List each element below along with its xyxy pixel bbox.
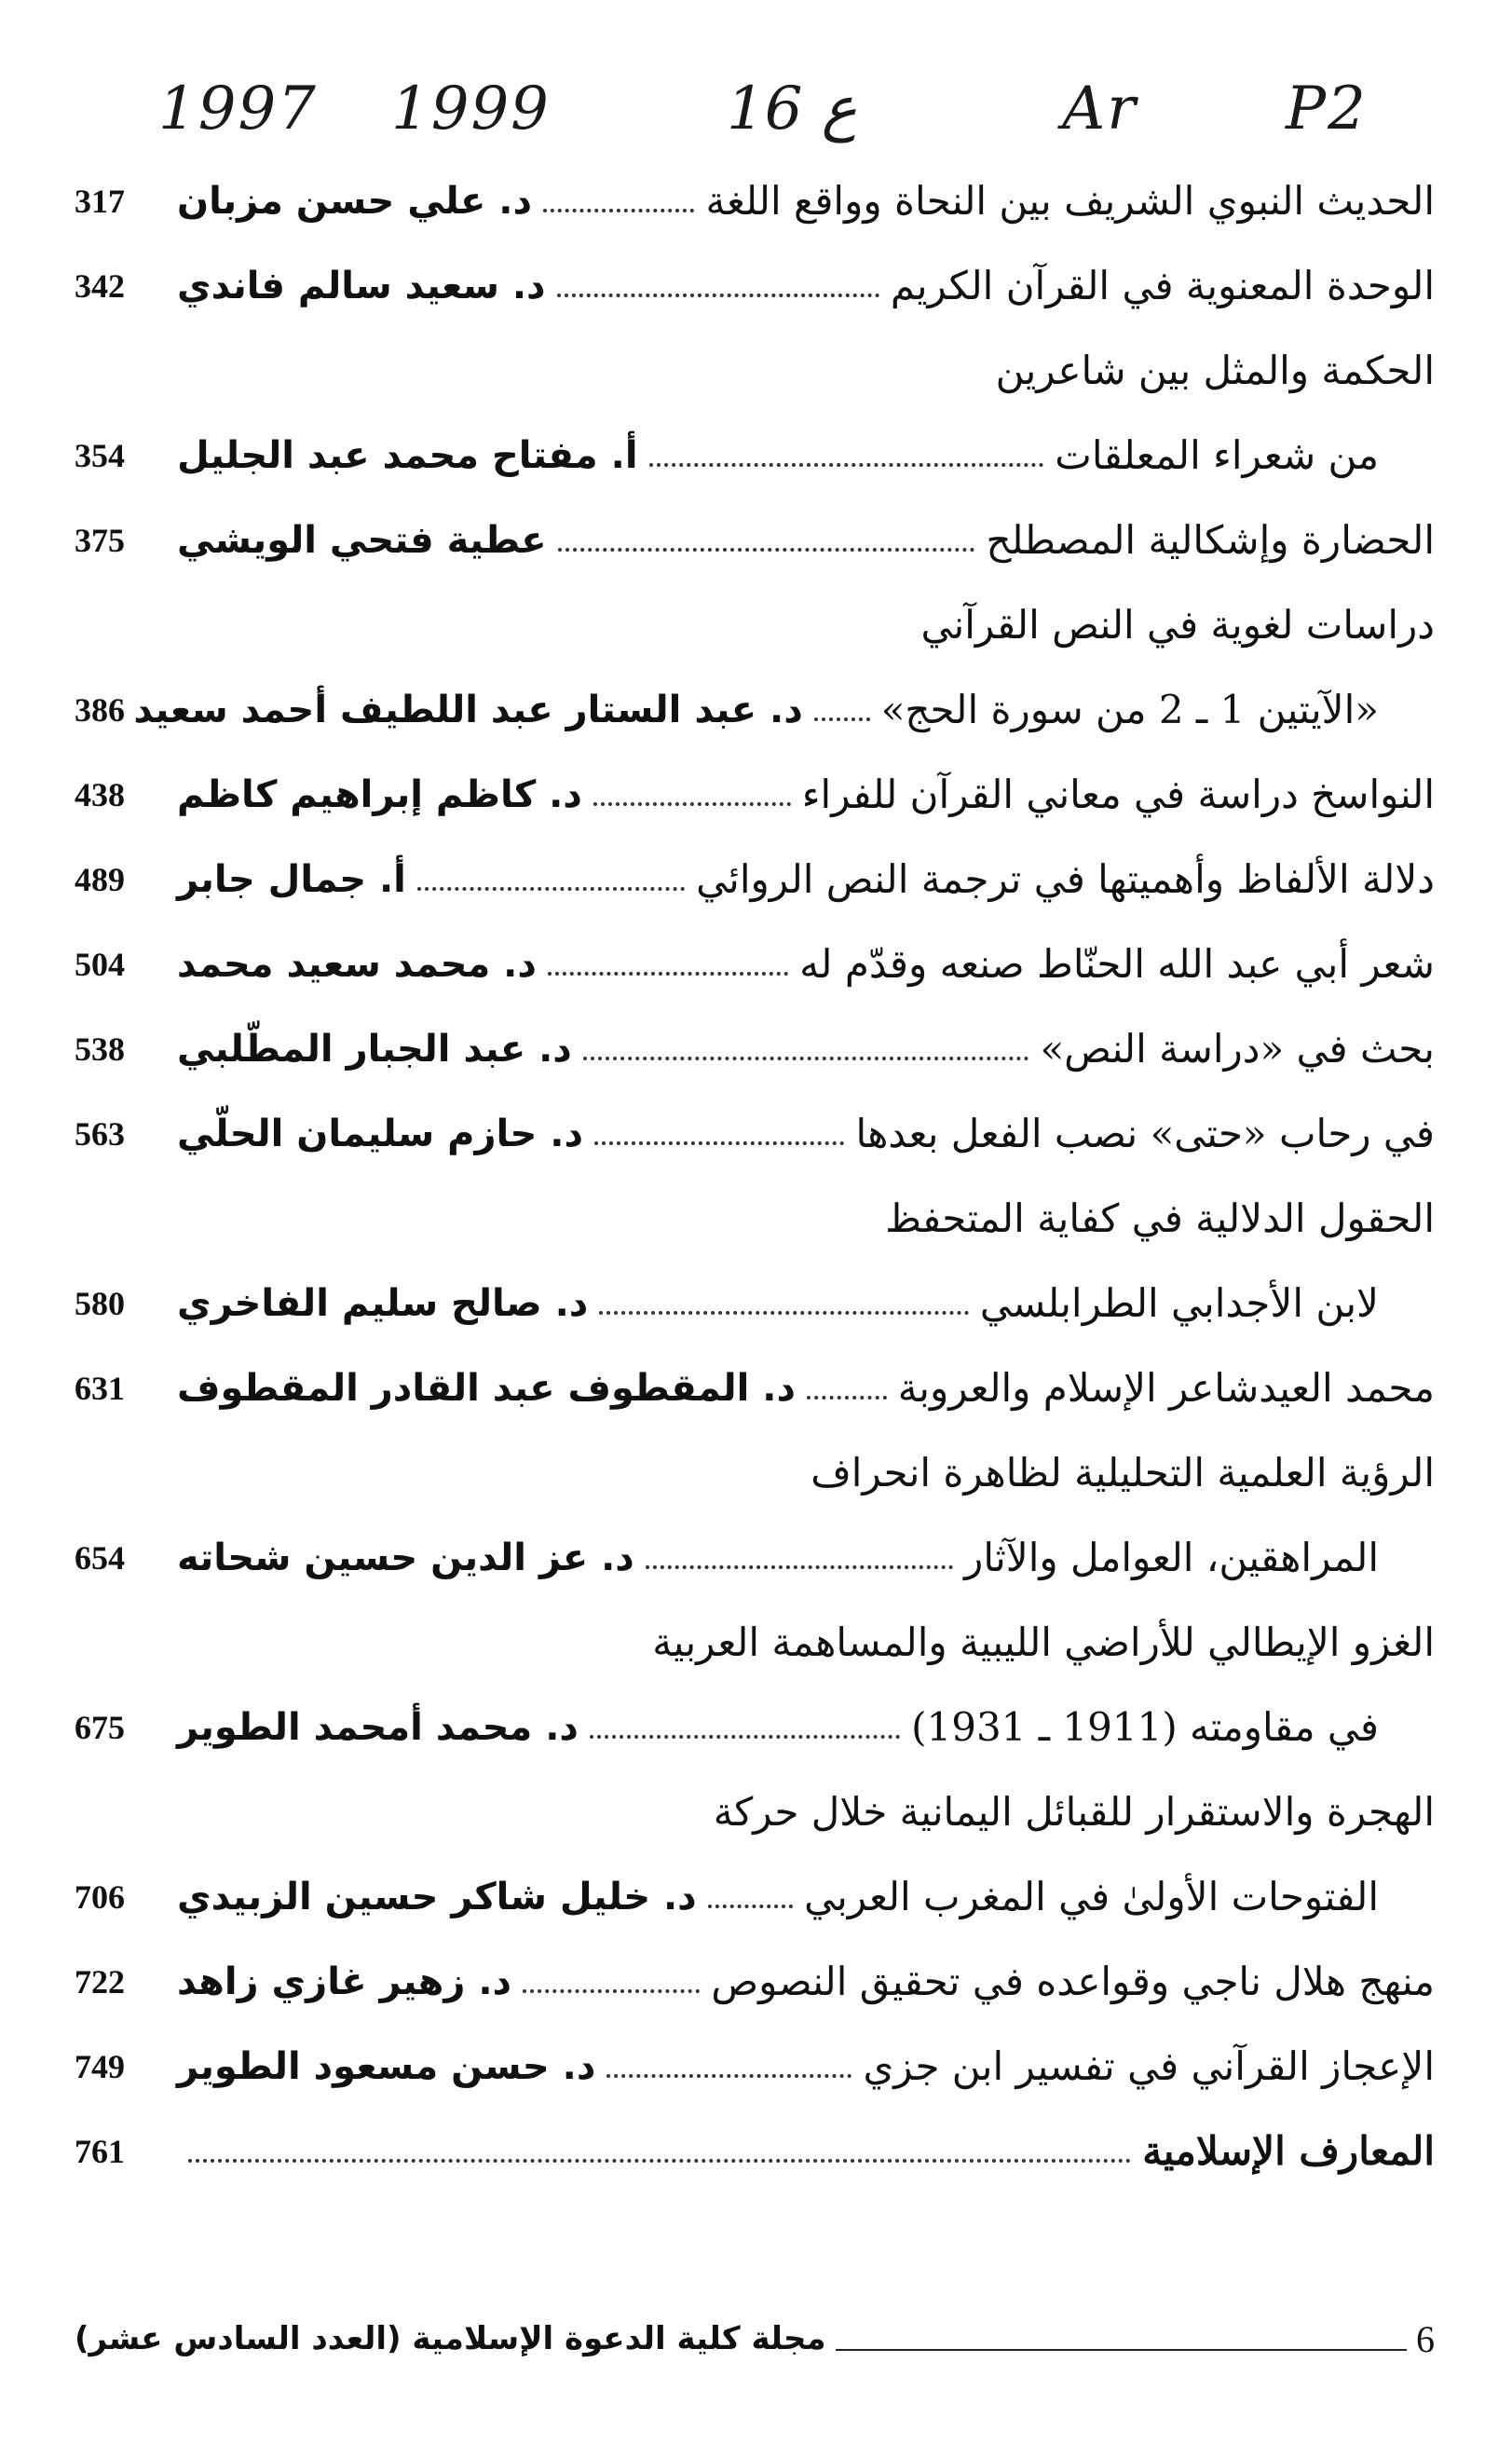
toc-entry-page: 761 — [75, 2132, 125, 2170]
toc-entry-title: الإعجاز القرآني في تفسير ابن جزي — [863, 2043, 1435, 2089]
toc-leader-dots — [708, 1905, 793, 1908]
toc-entry-title: المراهقين، العوامل والآثار — [964, 1535, 1379, 1580]
toc-entry-title: في رحاب «حتى» نصب الفعل بعدها — [855, 1111, 1435, 1156]
toc-entry — [75, 243, 1435, 328]
toc-entry-page: 563 — [75, 1114, 125, 1153]
table-of-contents — [75, 158, 1435, 2193]
toc-entry-page: 504 — [75, 945, 125, 983]
toc-entry-title: دراسات لغوية في النص القرآني — [920, 602, 1435, 648]
toc-entry — [75, 1685, 1435, 1769]
toc-entry-title: النواسخ دراسة في معاني القرآن للفراء — [801, 772, 1435, 817]
toc-entry-author: د. عبد الستار عبد اللطيف أحمد سعيد — [133, 688, 803, 731]
toc-entry — [75, 158, 1435, 243]
toc-entry — [75, 1769, 1435, 1854]
toc-entry-author: د. صالح سليم الفاخري — [177, 1281, 589, 1325]
toc-entry — [75, 1939, 1435, 2024]
toc-entry-title: الوحدة المعنوية في القرآن الكريم — [890, 263, 1435, 308]
handwritten-annotations — [0, 56, 1512, 158]
toc-entry — [75, 2024, 1435, 2109]
toc-leader-dots — [599, 1311, 969, 1315]
toc-entry-page: 538 — [75, 1030, 125, 1068]
toc-entry-author: د. محمد سعيد محمد — [177, 942, 537, 986]
toc-entry-page: 317 — [75, 182, 125, 220]
toc-entry-author: أ. جمال جابر — [177, 857, 406, 901]
toc-entry — [75, 1854, 1435, 1939]
toc-entry-page: 354 — [75, 436, 125, 474]
toc-entry-author: د. عز الدين حسين شحاته — [177, 1536, 634, 1579]
toc-leader-dots — [814, 717, 870, 721]
toc-entry-title: من شعراء المعلقات — [1055, 432, 1379, 478]
toc-entry-title: محمد العيدشاعر الإسلام والعروبة — [897, 1365, 1435, 1411]
toc-entry-page: 706 — [75, 1878, 125, 1916]
toc-entry-page: 386 — [75, 690, 125, 729]
footer-journal-title: مجلة كلية الدعوة الإسلامية (العدد السادس عشر) — [75, 2320, 826, 2357]
toc-entry — [75, 752, 1435, 837]
toc-leader-dots — [417, 887, 685, 891]
toc-entry-title: المعارف الإسلامية — [1142, 2128, 1435, 2174]
toc-entry-page: 580 — [75, 1284, 125, 1322]
toc-entry — [75, 328, 1435, 413]
handwritten-note-3: 16 ع — [727, 75, 857, 143]
toc-entry-author: د. حازم سليمان الحلّي — [177, 1112, 584, 1155]
toc-entry-title: الحديث النبوي الشريف بين النحاة وواقع اللغة — [705, 178, 1435, 224]
toc-leader-dots — [593, 802, 791, 806]
toc-entry-author: د. محمد أمحمد الطوير — [177, 1705, 579, 1749]
toc-entry-author: د. حسن مسعود الطوير — [177, 2044, 596, 2088]
toc-entry — [75, 1006, 1435, 1091]
toc-entry — [75, 922, 1435, 1006]
toc-entry-title: في مقاومته (1911 ـ 1931) — [911, 1704, 1379, 1750]
toc-entry — [75, 837, 1435, 922]
toc-leader-dots — [558, 548, 975, 552]
toc-entry-title: الفتوحات الأولىٰ في المغرب العربي — [804, 1874, 1379, 1919]
toc-leader-dots — [646, 1565, 953, 1569]
toc-entry — [75, 1091, 1435, 1176]
toc-leader-dots — [606, 2074, 851, 2078]
toc-entry-title: منهج هلال ناجي وقواعده في تحقيق النصوص — [711, 1959, 1435, 2004]
toc-entry-page: 675 — [75, 1708, 125, 1746]
toc-entry-title: الغزو الإيطالي للأراضي الليبية والمساهمة العربية — [652, 1619, 1435, 1665]
toc-entry-page: 489 — [75, 860, 125, 898]
toc-entry-title: الحقول الدلالية في كفاية المتحفظ — [885, 1195, 1435, 1241]
handwritten-note-4: 1999 — [391, 75, 551, 143]
toc-entry-title: دلالة الألفاظ وأهميتها في ترجمة النص الروائي — [696, 856, 1435, 902]
toc-entry-title: الهجرة والاستقرار للقبائل اليمانية خلال حركة — [713, 1789, 1435, 1835]
toc-entry-author: د. عبد الجبار المطّلبي — [177, 1027, 572, 1071]
toc-leader-dots — [594, 1141, 844, 1145]
toc-leader-dots — [548, 972, 788, 976]
handwritten-note-1: P2 — [1286, 75, 1368, 143]
footer-page-number: 6 — [1416, 2317, 1435, 2360]
toc-leader-dots — [188, 2159, 1131, 2163]
toc-entry-page: 654 — [75, 1538, 125, 1577]
toc-entry — [75, 2109, 1435, 2193]
toc-leader-dots — [543, 209, 694, 212]
toc-entry-title: لابن الأجدابي الطرابلسي — [979, 1280, 1379, 1326]
toc-entry — [75, 1600, 1435, 1685]
toc-entry-title: شعر أبي عبد الله الحنّاط صنعه وقدّم له — [799, 941, 1435, 987]
toc-leader-dots — [523, 1989, 700, 1993]
toc-entry-title: الحضارة وإشكالية المصطلح — [986, 517, 1435, 563]
toc-entry-title: الحكمة والمثل بين شاعرين — [995, 348, 1435, 393]
toc-entry-author: د. المقطوف عبد القادر المقطوف — [177, 1366, 796, 1410]
toc-entry — [75, 498, 1435, 582]
toc-entry-title: بحث في «دراسة النص» — [1040, 1026, 1435, 1072]
toc-leader-dots — [583, 1057, 1029, 1060]
toc-entry-author: د. علي حسن مزبان — [177, 179, 532, 223]
toc-entry-page: 438 — [75, 775, 125, 813]
footer-rule — [836, 2349, 1407, 2351]
toc-entry — [75, 413, 1435, 498]
toc-entry-title: الرؤية العلمية التحليلية لظاهرة انحراف — [810, 1450, 1435, 1495]
toc-entry — [75, 1515, 1435, 1600]
toc-leader-dots — [590, 1735, 900, 1739]
toc-leader-dots — [649, 463, 1044, 467]
toc-leader-dots — [807, 1396, 887, 1400]
toc-entry-author: عطية فتحي الويشي — [177, 518, 547, 562]
toc-entry — [75, 667, 1435, 752]
toc-entry-author: د. خليل شاكر حسين الزبيدي — [177, 1875, 697, 1919]
toc-entry-page: 749 — [75, 2047, 125, 2085]
toc-entry — [75, 582, 1435, 667]
toc-leader-dots — [557, 294, 879, 297]
toc-entry-page: 375 — [75, 521, 125, 559]
toc-entry — [75, 1176, 1435, 1261]
toc-entry — [75, 1345, 1435, 1430]
toc-entry-author: أ. مفتاح محمد عبد الجليل — [177, 433, 638, 477]
toc-entry-page: 722 — [75, 1962, 125, 2001]
toc-entry-author: د. سعيد سالم فاندي — [177, 264, 546, 307]
page-footer — [75, 2311, 1435, 2367]
toc-entry-author: د. كاظم إبراهيم كاظم — [177, 772, 582, 816]
toc-entry-title: «الآيتين 1 ـ 2 من سورة الحج» — [880, 687, 1379, 732]
toc-entry — [75, 1430, 1435, 1515]
handwritten-note-2: Ar — [1062, 75, 1137, 143]
toc-entry-author: د. زهير غازي زاهد — [177, 1960, 512, 2003]
toc-entry-page: 631 — [75, 1369, 125, 1407]
handwritten-note-5: 1997 — [158, 75, 318, 143]
toc-entry-page: 342 — [75, 266, 125, 305]
toc-entry — [75, 1261, 1435, 1345]
